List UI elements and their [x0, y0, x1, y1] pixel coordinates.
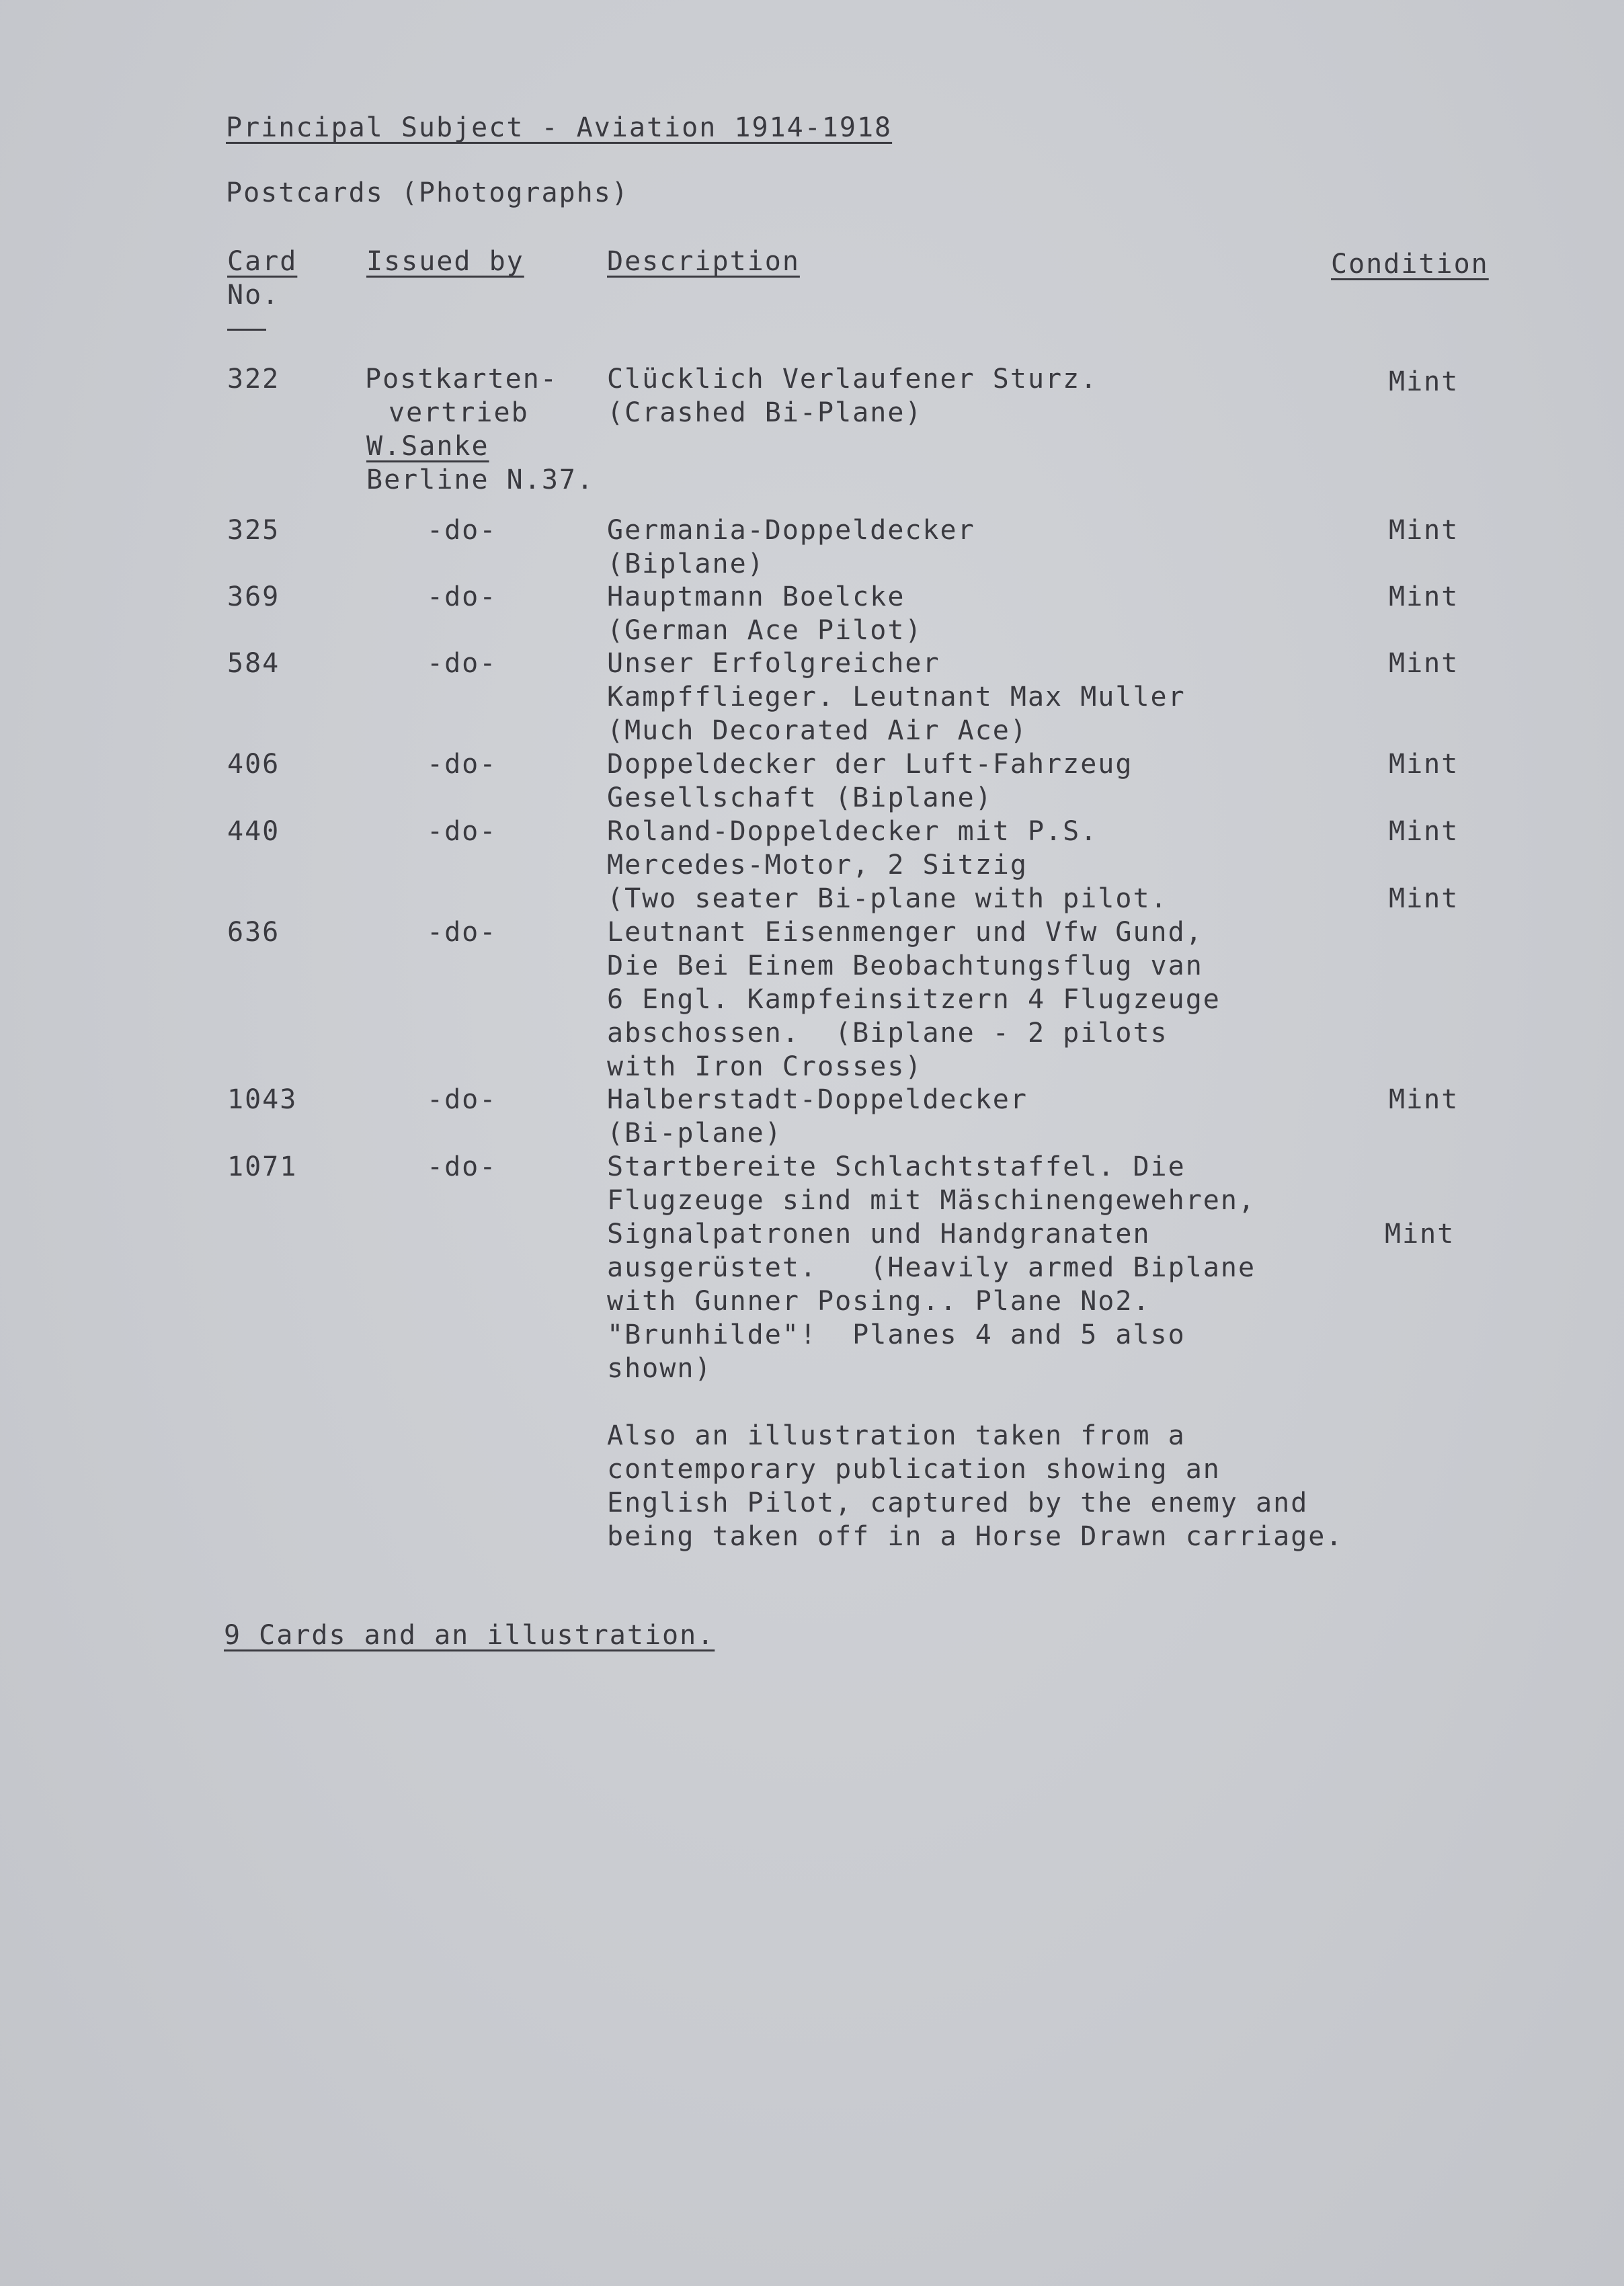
- description-line: Roland-Doppeldecker mit P.S.: [607, 816, 1098, 847]
- illustration-note-line: English Pilot, captured by the enemy and: [607, 1487, 1309, 1518]
- card-number: 440: [227, 816, 280, 847]
- description-line: Unser Erfolgreicher: [607, 648, 940, 679]
- description-line: (German Ace Pilot): [607, 615, 923, 646]
- description-line: "Brunhilde"! Planes 4 and 5 also: [607, 1319, 1186, 1350]
- issuer-line: vertrieb: [389, 397, 529, 428]
- card-number: 636: [227, 917, 280, 948]
- description-line: (Bi-plane): [607, 1118, 782, 1149]
- header-no-dash: [227, 329, 266, 331]
- issuer-ditto: -do-: [427, 816, 497, 847]
- description-line: shown): [607, 1353, 713, 1384]
- condition-value: Mint: [1389, 515, 1459, 546]
- header-no: No.: [227, 280, 280, 311]
- description-line: abschossen. (Biplane - 2 pilots: [607, 1018, 1168, 1049]
- condition-value: Mint: [1385, 1219, 1455, 1250]
- description-line: Mercedes-Motor, 2 Sitzig: [607, 850, 1028, 881]
- illustration-note-line: Also an illustration taken from a: [607, 1420, 1186, 1451]
- description-line: Doppeldecker der Luft-Fahrzeug: [607, 749, 1133, 780]
- description-line: (Two seater Bi-plane with pilot.: [607, 883, 1168, 914]
- header-card: Card: [227, 246, 298, 277]
- description-line: Startbereite Schlachtstaffel. Die: [607, 1151, 1186, 1182]
- issuer-line: W.Sanke: [366, 431, 489, 462]
- issuer-line: Postkarten-: [365, 364, 558, 395]
- condition-value: Mint: [1389, 366, 1459, 397]
- description-line: Signalpatronen und Handgranaten: [607, 1219, 1151, 1250]
- description-line: (Much Decorated Air Ace): [607, 715, 1028, 746]
- condition-value: Mint: [1389, 648, 1459, 679]
- description-line: (Crashed Bi-Plane): [607, 397, 923, 428]
- description-line: Kampfflieger. Leutnant Max Muller: [607, 682, 1186, 712]
- condition-value: Mint: [1389, 816, 1459, 847]
- issuer-ditto: -do-: [427, 648, 497, 679]
- condition-value: Mint: [1389, 1084, 1459, 1115]
- total-summary: 9 Cards and an illustration.: [224, 1620, 715, 1651]
- issuer-line: Berline N.37.: [366, 464, 595, 495]
- card-number: 325: [227, 515, 280, 546]
- description-line: Flugzeuge sind mit Mäschinengewehren,: [607, 1185, 1256, 1216]
- issuer-ditto: -do-: [427, 581, 497, 612]
- issuer-ditto: -do-: [427, 1151, 497, 1182]
- page-title: Principal Subject - Aviation 1914-1918: [226, 112, 893, 143]
- description-line: (Biplane): [607, 548, 765, 579]
- description-line: Hauptmann Boelcke: [607, 581, 905, 612]
- condition-value: Mint: [1389, 749, 1459, 780]
- header-condition: Condition: [1331, 249, 1489, 280]
- issuer-ditto: -do-: [427, 749, 497, 780]
- issuer-ditto: -do-: [427, 1084, 497, 1115]
- description-line: 6 Engl. Kampfeinsitzern 4 Flugzeuge: [607, 984, 1221, 1015]
- condition-value: Mint: [1389, 883, 1459, 914]
- description-line: Clücklich Verlaufener Sturz.: [607, 364, 1098, 395]
- description-line: with Gunner Posing.. Plane No2.: [607, 1286, 1151, 1317]
- description-line: Leutnant Eisenmenger und Vfw Gund,: [607, 917, 1203, 948]
- description-line: ausgerüstet. (Heavily armed Biplane: [607, 1252, 1256, 1283]
- card-number: 369: [227, 581, 280, 612]
- card-number: 406: [227, 749, 280, 780]
- card-number: 584: [227, 648, 280, 679]
- illustration-note-line: contemporary publication showing an: [607, 1454, 1221, 1485]
- description-line: Germania-Doppeldecker: [607, 515, 975, 546]
- card-number: 1043: [227, 1084, 298, 1115]
- condition-value: Mint: [1389, 581, 1459, 612]
- section-subtitle: Postcards (Photographs): [226, 177, 629, 208]
- illustration-note-line: being taken off in a Horse Drawn carriage.: [607, 1521, 1344, 1552]
- header-description: Description: [607, 246, 800, 277]
- issuer-ditto: -do-: [427, 917, 497, 948]
- header-issued-by: Issued by: [366, 246, 524, 277]
- description-line: Halberstadt-Doppeldecker: [607, 1084, 1028, 1115]
- description-line: Die Bei Einem Beobachtungsflug van: [607, 950, 1203, 981]
- description-line: with Iron Crosses): [607, 1051, 923, 1082]
- description-line: Gesellschaft (Biplane): [607, 782, 993, 813]
- card-number: 1071: [227, 1151, 298, 1182]
- issuer-ditto: -do-: [427, 515, 497, 546]
- card-number: 322: [227, 364, 280, 395]
